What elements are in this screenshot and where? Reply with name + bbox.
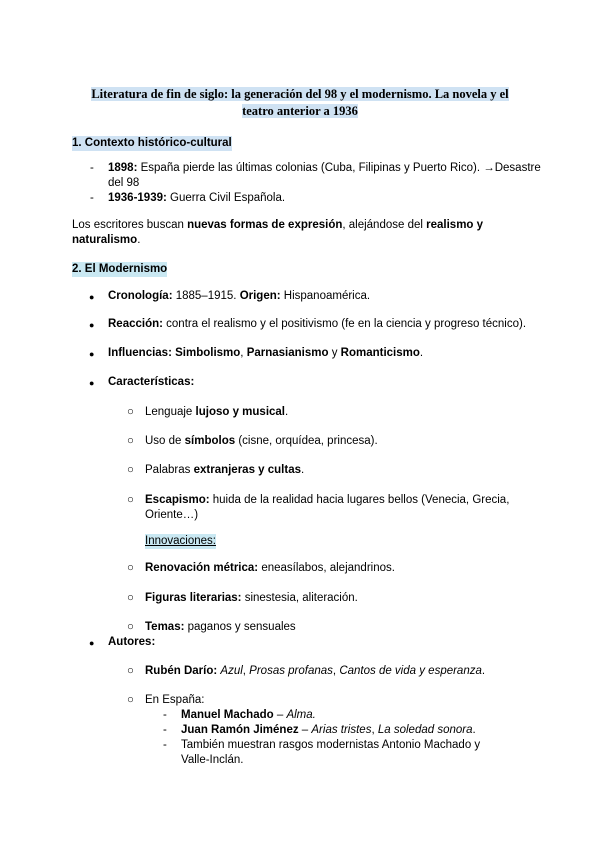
disc-bullet: ● [89, 638, 95, 648]
dash-bullet: - [90, 162, 94, 174]
dash-bullet: - [163, 724, 167, 736]
title-line-2: teatro anterior a 1936 [242, 104, 358, 118]
autor-jrj: Juan Ramón Jiménez – Arias tristes, La soledad sonora. [181, 724, 476, 736]
dash-bullet: - [163, 709, 167, 721]
dash-bullet: - [90, 192, 94, 204]
tambien-line-2: Valle-Inclán. [181, 754, 244, 766]
reaccion-item: Reacción: contra el realismo y el positivismo (fe en la ciencia y progreso técnico). [108, 318, 527, 330]
disc-bullet: ● [89, 320, 95, 330]
tambien-line-1: También muestran rasgos modernistas Antonio Machado y [181, 739, 481, 751]
circle-bullet: ○ [127, 562, 134, 574]
caracteristica-simbolos: Uso de símbolos (cisne, orquídea, princesa). [145, 435, 378, 447]
innovaciones-heading: Innovaciones: [145, 535, 216, 547]
caracteristica-lenguaje: Lenguaje lujoso y musical. [145, 406, 289, 418]
dash-bullet: - [163, 739, 167, 751]
influencias-item: Influencias: Simbolismo, Parnasianismo y Romanticismo. [108, 347, 424, 359]
cronologia-item: Cronología: 1885–1915. Origen: Hispanoamérica. [108, 290, 371, 302]
paragraph-line-1: Los escritores buscan nuevas formas de expresión, alejándose del realismo y [72, 219, 484, 231]
caracteristicas-item: Características: [108, 376, 195, 388]
list-item-1898-cont: del 98 [108, 177, 140, 189]
autor-machado: Manuel Machado – Alma. [181, 709, 316, 721]
circle-bullet: ○ [127, 494, 134, 506]
section-2-heading: 2. El Modernismo [72, 263, 168, 275]
circle-bullet: ○ [127, 406, 134, 418]
circle-bullet: ○ [127, 464, 134, 476]
circle-bullet: ○ [127, 621, 134, 633]
caracteristica-escapismo-cont: Oriente…) [145, 509, 199, 521]
caracteristica-palabras: Palabras extranjeras y cultas. [145, 464, 305, 476]
disc-bullet: ● [89, 349, 95, 359]
disc-bullet: ● [89, 378, 95, 388]
circle-bullet: ○ [127, 435, 134, 447]
innovacion-temas: Temas: paganos y sensuales [145, 621, 296, 633]
disc-bullet: ● [89, 292, 95, 302]
paragraph-line-2: naturalismo. [72, 234, 141, 246]
list-item-1898: 1898: España pierde las últimas colonias (Cuba, Filipinas y Puerto Rico). →Desastre [108, 162, 541, 174]
en-espana-item: En España: [145, 694, 205, 706]
circle-bullet: ○ [127, 694, 134, 706]
innovacion-metrica: Renovación métrica: eneasílabos, alejandrinos. [145, 562, 395, 574]
document-title [0, 86, 600, 120]
autores-item: Autores: [108, 636, 156, 648]
circle-bullet: ○ [127, 665, 134, 677]
autor-dario: Rubén Darío: Azul, Prosas profanas, Cantos de vida y esperanza. [145, 665, 486, 677]
caracteristica-escapismo: Escapismo: huida de la realidad hacia lugares bellos (Venecia, Grecia, [145, 494, 510, 506]
innovacion-figuras: Figuras literarias: sinestesia, aliteración. [145, 592, 358, 604]
list-item-1936: 1936-1939: Guerra Civil Española. [108, 192, 286, 204]
circle-bullet: ○ [127, 592, 134, 604]
section-1-heading: 1. Contexto histórico-cultural [72, 137, 232, 149]
title-line-1: Literatura de fin de siglo: la generación del 98 y el modernismo. La novela y el [91, 87, 509, 101]
